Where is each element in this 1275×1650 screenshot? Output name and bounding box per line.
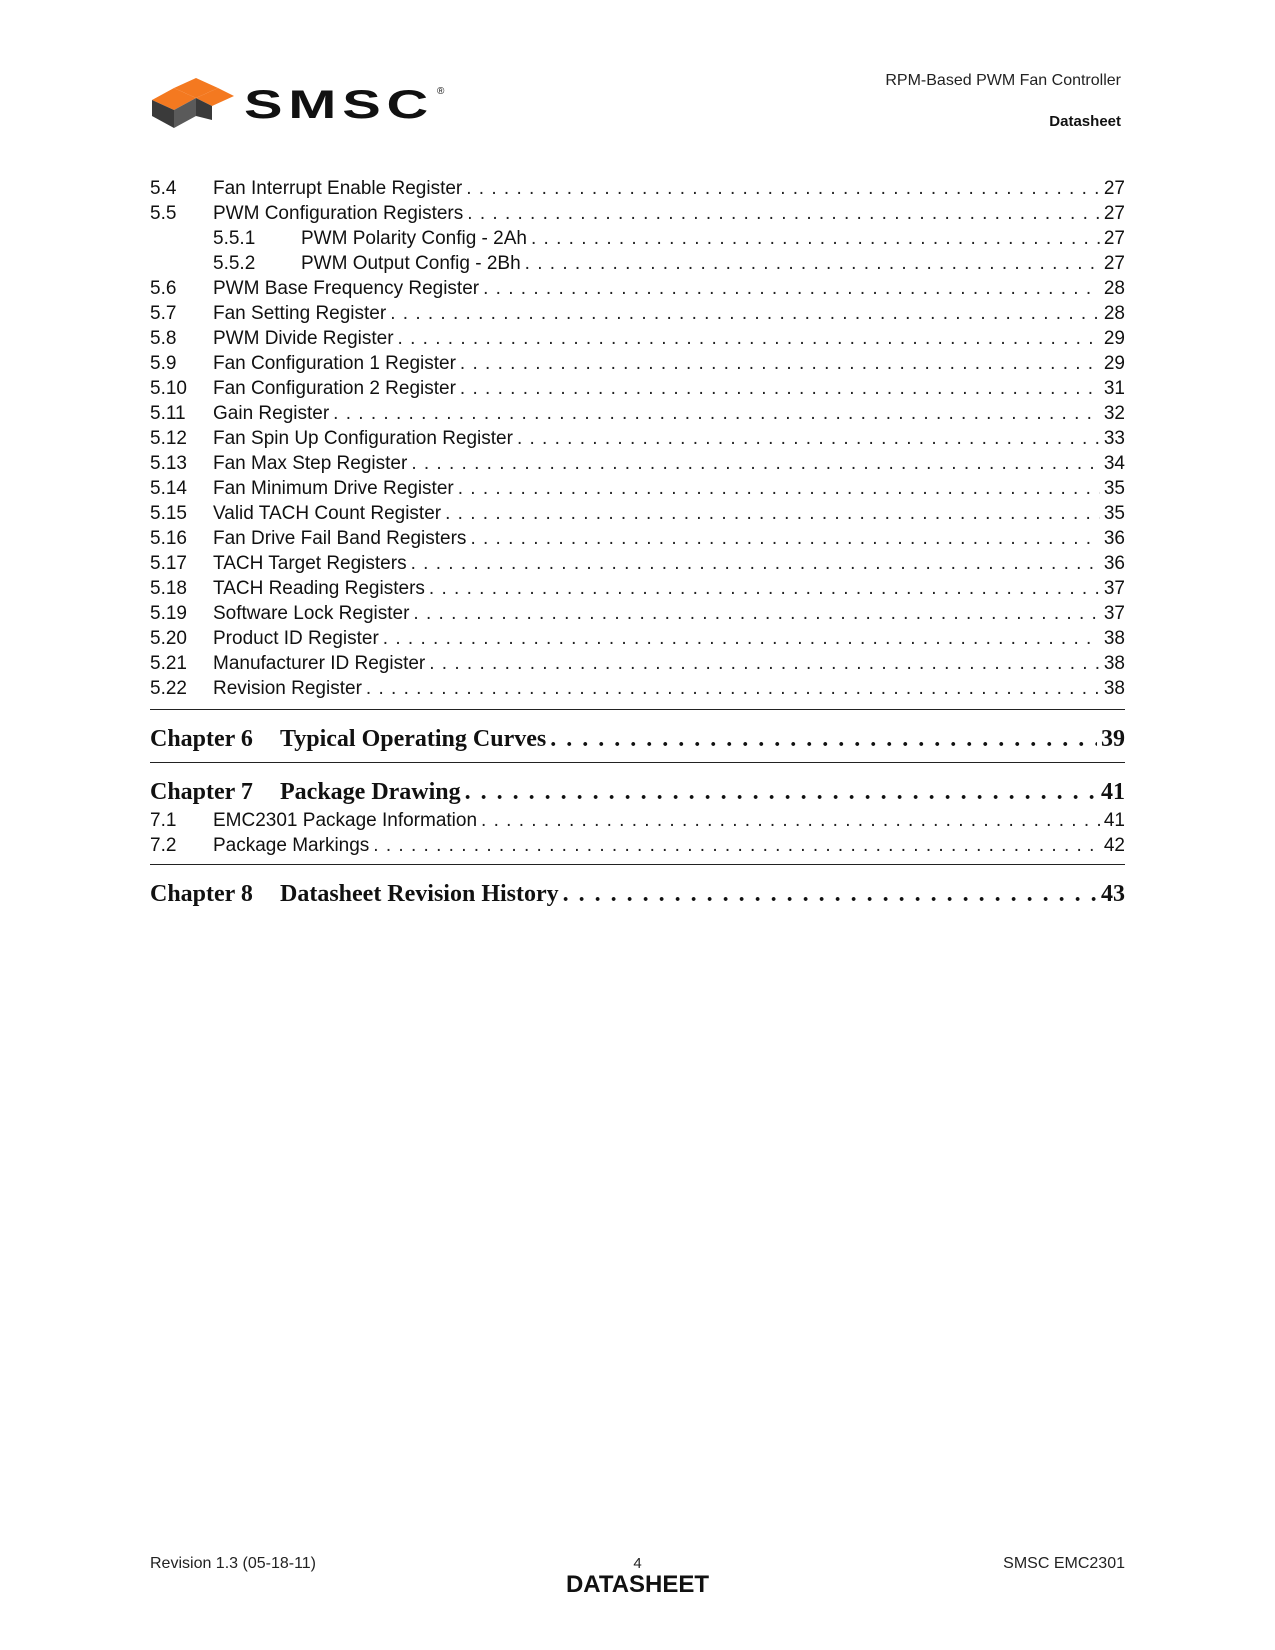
toc-entry[interactable] bbox=[150, 451, 1125, 476]
toc-entry[interactable] bbox=[150, 651, 1125, 676]
dot-leader bbox=[550, 724, 1097, 754]
dot-leader bbox=[366, 676, 1100, 701]
toc-entry-number: 5.22 bbox=[150, 678, 187, 699]
chapter-label: Chapter 8 bbox=[150, 881, 253, 907]
toc-entry-number: 5.11 bbox=[150, 403, 186, 424]
toc-chapter-6[interactable] bbox=[150, 724, 1125, 754]
toc-entry-title: Fan Configuration 2 Register bbox=[213, 378, 456, 399]
toc-entry-number: 5.7 bbox=[150, 303, 177, 324]
toc-entry-page: 29 bbox=[1103, 353, 1125, 374]
toc-entry-page: 37 bbox=[1103, 578, 1125, 599]
dot-leader bbox=[470, 526, 1099, 551]
toc-entry[interactable] bbox=[150, 401, 1125, 426]
registered-mark: ® bbox=[437, 86, 445, 97]
toc-entry-number: 5.9 bbox=[150, 353, 177, 374]
toc-entry[interactable] bbox=[150, 201, 1125, 226]
dot-leader bbox=[483, 276, 1100, 301]
toc-entry-page: 34 bbox=[1103, 453, 1125, 474]
toc-entry-title: Fan Setting Register bbox=[213, 303, 387, 324]
toc-entry-number: 5.19 bbox=[150, 603, 187, 624]
chapter-divider bbox=[150, 709, 1125, 710]
toc-entry-page: 35 bbox=[1103, 478, 1125, 499]
chapter-divider bbox=[150, 864, 1125, 865]
toc-entry-number: 5.16 bbox=[150, 528, 187, 549]
toc-entry[interactable] bbox=[150, 626, 1125, 651]
toc-section-7 bbox=[150, 808, 1125, 858]
toc-section-5 bbox=[150, 176, 1125, 701]
toc-entry-number: 5.5.2 bbox=[213, 253, 256, 274]
dot-leader bbox=[460, 351, 1100, 376]
document-subtitle: Datasheet bbox=[1049, 113, 1121, 130]
toc-entry-title: Product ID Register bbox=[213, 628, 379, 649]
toc-subentry[interactable] bbox=[150, 226, 1125, 251]
toc-entry-title: Package Markings bbox=[213, 835, 370, 856]
toc-entry-page: 27 bbox=[1103, 228, 1125, 249]
dot-leader bbox=[383, 626, 1100, 651]
toc-entry-page: 36 bbox=[1103, 528, 1125, 549]
toc-entry-page: 27 bbox=[1103, 253, 1125, 274]
toc-entry[interactable] bbox=[150, 833, 1125, 858]
toc-entry-page: 28 bbox=[1103, 278, 1125, 299]
dot-leader bbox=[466, 176, 1100, 201]
document-title: RPM-Based PWM Fan Controller bbox=[885, 72, 1121, 89]
chapter-title: Datasheet Revision History bbox=[280, 881, 559, 907]
toc-entry[interactable] bbox=[150, 276, 1125, 301]
chapter-page: 39 bbox=[1101, 726, 1125, 752]
toc-entry-number: 5.13 bbox=[150, 453, 187, 474]
toc-entry-title: PWM Polarity Config - 2Ah bbox=[301, 228, 527, 249]
toc-entry-title: Fan Interrupt Enable Register bbox=[213, 178, 463, 199]
toc-entry-title: Revision Register bbox=[213, 678, 362, 699]
dot-leader bbox=[411, 551, 1100, 576]
chapter-label: Chapter 6 bbox=[150, 726, 253, 752]
toc-entry-page: 31 bbox=[1103, 378, 1125, 399]
toc-entry-title: TACH Target Registers bbox=[213, 553, 407, 574]
dot-leader bbox=[398, 326, 1100, 351]
dot-leader bbox=[445, 501, 1100, 526]
footer-datasheet-mark: DATASHEET bbox=[565, 1571, 710, 1598]
toc-entry-number: 5.4 bbox=[150, 178, 177, 199]
toc-entry-page: 29 bbox=[1103, 328, 1125, 349]
toc-chapter-7[interactable] bbox=[150, 777, 1125, 807]
chapter-title: Package Drawing bbox=[280, 779, 461, 805]
toc-entry-title: PWM Divide Register bbox=[213, 328, 394, 349]
toc-entry[interactable] bbox=[150, 501, 1125, 526]
dot-leader bbox=[413, 601, 1099, 626]
logo-wordmark: SMSC bbox=[244, 83, 434, 127]
toc-entry-title: Fan Spin Up Configuration Register bbox=[213, 428, 513, 449]
toc-entry-page: 33 bbox=[1103, 428, 1125, 449]
dot-leader bbox=[465, 777, 1097, 807]
dot-leader bbox=[531, 226, 1100, 251]
toc-subentry[interactable] bbox=[150, 251, 1125, 276]
toc-entry-title: PWM Base Frequency Register bbox=[213, 278, 480, 299]
toc-entry-number: 5.5.1 bbox=[213, 228, 256, 249]
toc-entry-title: PWM Configuration Registers bbox=[213, 203, 464, 224]
toc-entry-title: Fan Minimum Drive Register bbox=[213, 478, 454, 499]
toc-entry-number: 5.5 bbox=[150, 203, 177, 224]
toc-entry-title: PWM Output Config - 2Bh bbox=[301, 253, 521, 274]
toc-entry-number: 5.17 bbox=[150, 553, 187, 574]
chapter-page: 41 bbox=[1101, 779, 1125, 805]
toc-entry-page: 36 bbox=[1103, 553, 1125, 574]
toc-entry-title: EMC2301 Package Information bbox=[213, 810, 478, 831]
toc-entry-number: 5.14 bbox=[150, 478, 187, 499]
toc-entry[interactable] bbox=[150, 176, 1125, 201]
dot-leader bbox=[563, 879, 1097, 909]
toc-entry-page: 37 bbox=[1103, 603, 1125, 624]
chapter-title: Typical Operating Curves bbox=[280, 726, 547, 752]
toc-entry-number: 5.8 bbox=[150, 328, 177, 349]
toc-entry[interactable] bbox=[150, 576, 1125, 601]
chapter-label: Chapter 7 bbox=[150, 779, 253, 805]
toc-entry-number: 5.6 bbox=[150, 278, 177, 299]
dot-leader bbox=[467, 201, 1100, 226]
toc-entry-page: 38 bbox=[1103, 628, 1125, 649]
dot-leader bbox=[429, 651, 1100, 676]
toc-entry-number: 5.15 bbox=[150, 503, 187, 524]
dot-leader bbox=[460, 376, 1100, 401]
toc-entry-page: 32 bbox=[1103, 403, 1125, 424]
toc-entry[interactable] bbox=[150, 476, 1125, 501]
toc-entry-title: Valid TACH Count Register bbox=[213, 503, 442, 524]
toc-chapter-8[interactable] bbox=[150, 879, 1125, 909]
dot-leader bbox=[390, 301, 1100, 326]
toc-entry-page: 38 bbox=[1103, 678, 1125, 699]
dot-leader bbox=[525, 251, 1100, 276]
toc-entry-number: 5.18 bbox=[150, 578, 187, 599]
chapter-divider bbox=[150, 762, 1125, 763]
toc-entry[interactable] bbox=[150, 808, 1125, 833]
toc-entry-number: 5.20 bbox=[150, 628, 187, 649]
toc-entry[interactable] bbox=[150, 326, 1125, 351]
dot-leader bbox=[411, 451, 1100, 476]
toc-entry-number: 7.1 bbox=[150, 810, 177, 831]
toc-entry-title: Gain Register bbox=[213, 403, 330, 424]
dot-leader bbox=[517, 426, 1100, 451]
toc-entry[interactable] bbox=[150, 601, 1125, 626]
toc-entry-title: TACH Reading Registers bbox=[213, 578, 425, 599]
toc-entry-number: 7.2 bbox=[150, 835, 177, 856]
toc-entry[interactable] bbox=[150, 351, 1125, 376]
chapter-page: 43 bbox=[1101, 881, 1125, 907]
toc-entry-title: Software Lock Register bbox=[213, 603, 410, 624]
toc-entry-page: 27 bbox=[1103, 203, 1125, 224]
toc-entry[interactable] bbox=[150, 526, 1125, 551]
dot-leader bbox=[373, 833, 1100, 858]
toc-entry[interactable] bbox=[150, 426, 1125, 451]
toc-entry-page: 28 bbox=[1103, 303, 1125, 324]
toc-entry-page: 42 bbox=[1103, 835, 1125, 856]
toc-entry-page: 41 bbox=[1103, 810, 1125, 831]
dot-leader bbox=[429, 576, 1100, 601]
toc-entry-title: Fan Configuration 1 Register bbox=[213, 353, 456, 374]
toc-entry-page: 35 bbox=[1103, 503, 1125, 524]
toc-entry[interactable] bbox=[150, 551, 1125, 576]
dot-leader bbox=[458, 476, 1100, 501]
footer-revision: Revision 1.3 (05-18-11) bbox=[150, 1555, 317, 1572]
footer-page-number: 4 bbox=[633, 1555, 642, 1572]
toc-entry[interactable] bbox=[150, 301, 1125, 326]
toc-entry-number: 5.12 bbox=[150, 428, 187, 449]
smsc-logo bbox=[152, 78, 452, 136]
toc-entry-number: 5.21 bbox=[150, 653, 187, 674]
toc-entry-title: Manufacturer ID Register bbox=[213, 653, 426, 674]
toc-entry-title: Fan Max Step Register bbox=[213, 453, 408, 474]
toc-entry-page: 38 bbox=[1103, 653, 1125, 674]
toc-entry-page: 27 bbox=[1103, 178, 1125, 199]
toc-entry-title: Fan Drive Fail Band Registers bbox=[213, 528, 467, 549]
dot-leader bbox=[333, 401, 1100, 426]
toc-entry[interactable] bbox=[150, 676, 1125, 701]
toc-entry-number: 5.10 bbox=[150, 378, 187, 399]
footer-product: SMSC EMC2301 bbox=[1003, 1555, 1125, 1572]
toc-entry[interactable] bbox=[150, 376, 1125, 401]
dot-leader bbox=[481, 808, 1100, 833]
